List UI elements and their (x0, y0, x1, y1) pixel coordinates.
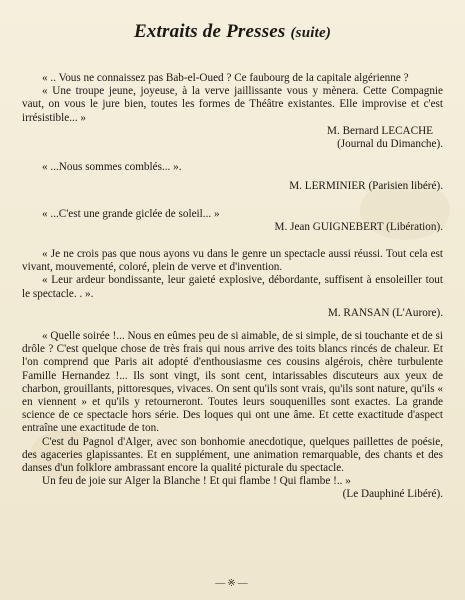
review-author: M. Bernard LECACHE (327, 124, 433, 137)
footer-ornament: —※— (215, 578, 250, 589)
review-author: M. Jean GUIGNEBERT (Libération). (274, 220, 443, 233)
review-guignebert (22, 208, 443, 234)
review-paragraph: « Une troupe jeune, joyeuse, à la verve jaillissante vous y mènera. Cette Compagnie vaut, on vous le jure bien, toutes les formes de Théâtre existantes. Elle improvise et c'est irrésistible... » (22, 85, 443, 124)
review-author: M. RANSAN (L'Aurore). (327, 306, 443, 319)
page-title (0, 21, 465, 43)
review-paragraph: « .. Vous ne connaissez pas Bab-el-Oued ? Ce faubourg de la capitale algérienne ? (42, 72, 409, 84)
review-lecache (22, 72, 443, 151)
review-author: M. LERMINIER (Parisien libéré). (289, 180, 443, 193)
review-source: (Journal du Dimanche). (337, 138, 443, 151)
title-text: Extraits de Presses (133, 21, 286, 42)
review-paragraph: « Quelle soirée !... Nous en eûmes peu de si aimable, de si simple, de si touchante et de si drôle ? C'est quelque chose de très frais qui nous arrive des toits blancs rincés de chaleur. Et l'on comprend que Paris ait adopté d'enthousiasme ces cousins algérois, chère turbulente Famille Hernandez !... Ils sont vingt, ils sont cent, intarissables discuteurs aux yeux de charbon, grouillants, pittoresques, vivaces. On sent qu'ils sont vrais, qu'ils sont nature, qu'ils « en viennent » et qu'ils y retourneront. Toutes leurs souquenilles sont exactes. La grande science de ce spectacle hors série. Des loques qui ont une âme. Et cette exactitude d'aspect entraîne une exactitude de ton. (22, 330, 443, 435)
review-ransan (22, 248, 443, 320)
review-paragraph: « Leur ardeur bondissante, leur gaieté explosive, débordante, suffisent à ensoleiller tout le spectacle. . ». (22, 274, 443, 300)
review-paragraph: « Je ne crois pas que nous ayons vu dans le genre un spectacle aussi réussi. Tout cela est vivant, mouvementé, coloré, plein de verve et d'invention. (22, 248, 443, 274)
review-dauphine (22, 330, 443, 502)
review-lerminier (22, 161, 443, 193)
press-extracts (22, 72, 443, 502)
title-suffix: (suite) (290, 25, 332, 41)
review-paragraph: « ...C'est une grande giclée de soleil... » (42, 207, 220, 220)
review-paragraph: « ...Nous sommes comblés... ». (42, 161, 182, 174)
review-paragraph: Un feu de joie sur Alger la Blanche ! Et qui flambe ! Qui flambe !.. » (42, 475, 351, 488)
review-paragraph: C'est du Pagnol d'Alger, avec son bonhomie anecdotique, quelques paillettes de poésie, des agaceries glapissantes. Et en supplément, une animation remarquable, des chants et des danses d'un folklore ambrassant encore la qualité picturale du spectacle. (22, 435, 443, 475)
review-source: (Le Dauphiné Libéré). (342, 488, 443, 501)
